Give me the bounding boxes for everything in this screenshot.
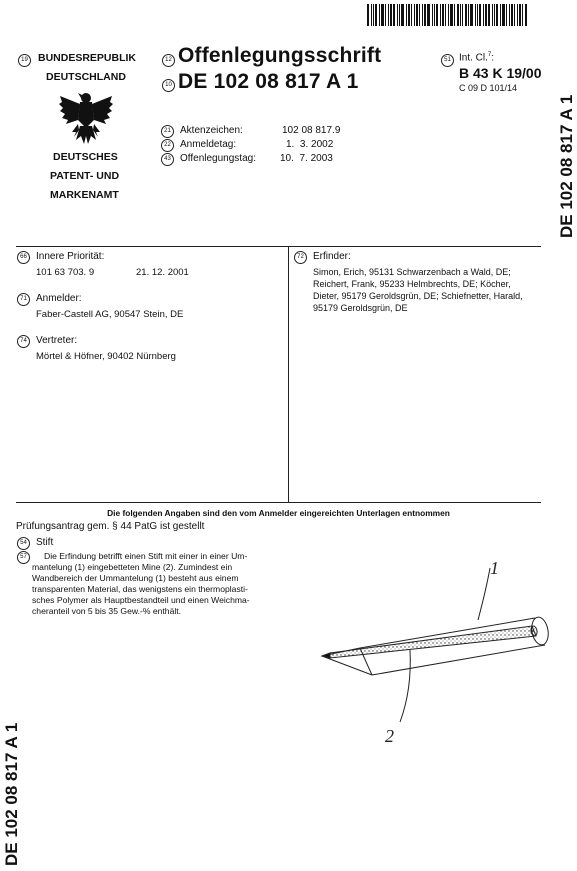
barcode-bar xyxy=(470,4,473,26)
priority-date: 21. 12. 2001 xyxy=(136,267,189,278)
inventor-line: Simon, Erich, 95131 Schwarzenbach a Wald, DE; xyxy=(313,267,511,277)
barcode-bar xyxy=(494,4,495,26)
inventor-label: Erfinder: xyxy=(313,251,351,262)
barcode-bar xyxy=(468,4,469,26)
federal-eagle-logo xyxy=(58,90,114,148)
barcode-bar xyxy=(509,4,510,26)
filing-date-label: Anmeldetag: xyxy=(180,139,237,150)
int-cl-secondary: C 09 D 101/14 xyxy=(459,83,518,93)
barcode-bar xyxy=(511,4,513,26)
barcode-bar xyxy=(440,4,441,26)
inid-code-12: 12 xyxy=(162,54,175,67)
barcode-bar xyxy=(436,4,438,26)
barcode-bar xyxy=(457,4,459,26)
barcode-bar xyxy=(424,4,426,26)
barcode-bar xyxy=(401,4,404,26)
barcode-bar xyxy=(406,4,407,26)
barcode-bar xyxy=(411,4,412,26)
office-line-2: PATENT- UND xyxy=(50,170,120,182)
barcode-bar xyxy=(500,4,501,26)
bottom-divider xyxy=(16,502,541,503)
barcode-bar xyxy=(488,4,490,26)
inventor-line: Reichert, Frank, 95233 Helmbrechts, DE; Köcher, xyxy=(313,279,511,289)
inventor-list xyxy=(313,266,523,314)
barcode-bar xyxy=(432,4,433,26)
representative-label: Vertreter: xyxy=(36,335,78,346)
reference-numeral-1: 1 xyxy=(490,558,499,578)
barcode-bar xyxy=(483,4,484,26)
abstract-line: transparenten Material, das wenigstens ein thermoplasti- xyxy=(32,584,248,595)
barcode-bar xyxy=(525,4,527,26)
barcode-bar xyxy=(419,4,420,26)
column-divider xyxy=(288,246,289,502)
publication-number: DE 102 08 817 A 1 xyxy=(178,70,359,93)
int-cl-label: Int. Cl.$^7$: xyxy=(459,52,495,64)
barcode-bar xyxy=(506,4,507,26)
priority-label: Innere Priorität: xyxy=(36,251,105,262)
priority-number: 101 63 703. 9 xyxy=(36,267,95,278)
inid-code-43: 43 xyxy=(161,153,174,166)
inid-code-57: 57 xyxy=(17,551,30,564)
inid-code-71: 71 xyxy=(17,293,30,306)
filing-date-value: 1. 3. 2002 xyxy=(286,139,334,150)
barcode-bar xyxy=(442,4,444,26)
publication-date-label: Offenlegungstag: xyxy=(180,153,256,164)
abstract-line: Die Erfindung betrifft einen Stift mit einer in einer Um- xyxy=(44,551,248,561)
barcode-bar xyxy=(479,4,481,26)
inventor-line: 95179 Geroldsgrün, DE xyxy=(313,303,408,313)
office-line-3: MARKENAMT xyxy=(50,189,119,201)
barcode-bar xyxy=(460,4,461,26)
side-publication-number-right: DE 102 08 817 A 1 xyxy=(557,94,576,238)
barcode-bar xyxy=(393,4,395,26)
barcode-bar xyxy=(448,4,449,26)
barcode-bar xyxy=(445,4,446,26)
barcode-bar xyxy=(496,4,498,26)
barcode-bar xyxy=(399,4,400,26)
country-line-1: BUNDESREPUBLIK xyxy=(38,52,137,64)
invention-title: Stift xyxy=(36,537,54,548)
barcode-bar xyxy=(519,4,521,26)
inid-code-72: 72 xyxy=(294,251,307,264)
representative-value: Mörtel & Höfner, 90402 Nürnberg xyxy=(36,351,176,362)
barcode-bar xyxy=(477,4,478,26)
abstract-line: Wandbereich der Ummantelung (1) besteht aus einem xyxy=(32,573,239,584)
notice-line: Die folgenden Angaben sind den vom Anmelder eingereichten Unterlagen entnommen xyxy=(107,508,450,518)
inid-code-22: 22 xyxy=(161,139,174,152)
abstract xyxy=(32,551,288,618)
filing-number-value: 102 08 817.9 xyxy=(282,125,341,136)
barcode-bar xyxy=(450,4,453,26)
applicant-label: Anmelder: xyxy=(36,293,82,304)
barcode-bar xyxy=(375,4,377,26)
document-type: Offenlegungsschrift xyxy=(178,44,382,67)
pencil-body xyxy=(322,568,550,722)
pencil-drawing xyxy=(300,550,560,760)
barcode-bar xyxy=(397,4,398,26)
inid-code-51: 51 xyxy=(441,54,454,67)
reference-numeral-2: 2 xyxy=(385,726,394,746)
office-line-1: DEUTSCHES xyxy=(53,151,118,163)
abstract-line: mantelung (1) eingebetteten Mine (2). Zumindest ein xyxy=(32,562,233,573)
filing-number-label: Aktenzeichen: xyxy=(180,125,243,136)
barcode-bar xyxy=(465,4,467,26)
inventor-line: Dieter, 95179 Geroldsgrün, DE; Schiefnetter, Harald, xyxy=(313,291,523,301)
barcode-bar xyxy=(454,4,455,26)
barcode-bar xyxy=(390,4,392,26)
barcode-bar xyxy=(462,4,463,26)
barcode-bar xyxy=(434,4,435,26)
barcode-bar xyxy=(381,4,384,26)
barcode-bar xyxy=(416,4,418,26)
abstract-line: cheranteil von 5 bis 35 Gew.-% enthält. xyxy=(32,606,182,617)
publication-date-value: 10. 7. 2003 xyxy=(280,153,333,164)
barcode-bar xyxy=(427,4,430,26)
barcode-bar xyxy=(475,4,476,26)
barcode-bar xyxy=(385,4,386,26)
barcode-bar xyxy=(371,4,372,26)
country-line-2: DEUTSCHLAND xyxy=(46,71,126,83)
barcode-bar xyxy=(502,4,505,26)
barcode-bar xyxy=(492,4,493,26)
barcode-bar xyxy=(485,4,487,26)
inid-code-10: 10 xyxy=(162,79,175,92)
barcode-bar xyxy=(414,4,415,26)
inid-code-21: 21 xyxy=(161,125,174,138)
abstract-line: sches Polymer als Hauptbestandteil und einen Weichma- xyxy=(32,595,250,606)
inid-code-66: 66 xyxy=(17,251,30,264)
barcode-bar xyxy=(408,4,410,26)
barcode-bar xyxy=(517,4,518,26)
inid-code-74: 74 xyxy=(17,335,30,348)
barcode-bar xyxy=(522,4,523,26)
inid-code-19: 19 xyxy=(18,54,31,67)
barcode-bar xyxy=(373,4,374,26)
barcode-bar xyxy=(388,4,389,26)
barcode xyxy=(367,4,567,26)
top-divider xyxy=(16,246,541,247)
barcode-bar xyxy=(422,4,423,26)
int-cl-primary: B 43 K 19/00 xyxy=(459,65,542,81)
inid-code-54: 54 xyxy=(17,537,30,550)
exam-request: Prüfungsantrag gem. § 44 PatG ist gestellt xyxy=(16,521,205,532)
barcode-bar xyxy=(379,4,380,26)
applicant-value: Faber-Castell AG, 90547 Stein, DE xyxy=(36,309,184,320)
barcode-bar xyxy=(514,4,515,26)
side-publication-number-left: DE 102 08 817 A 1 xyxy=(2,722,21,866)
barcode-bar xyxy=(367,4,369,26)
